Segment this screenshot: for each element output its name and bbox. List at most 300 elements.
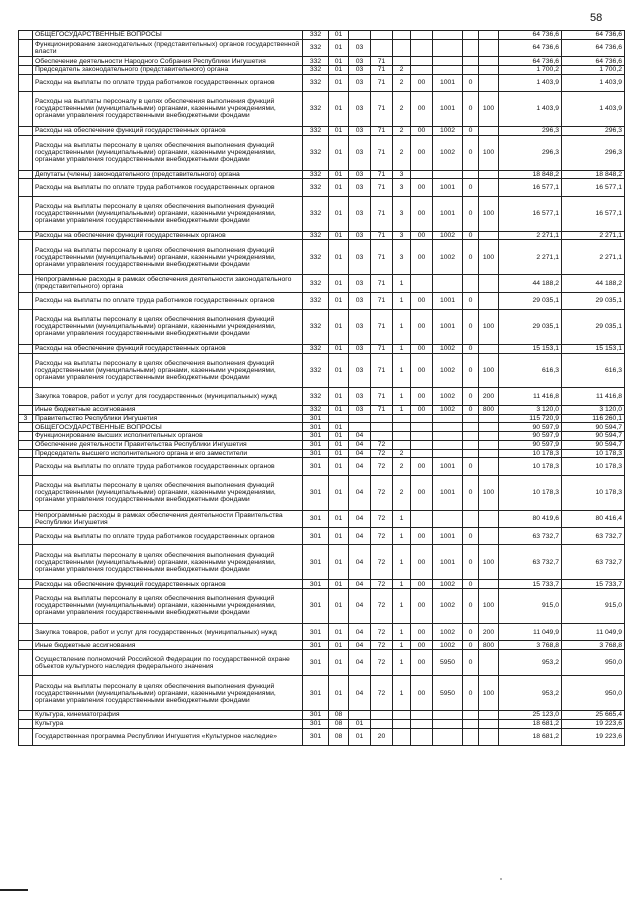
row-csr-2: 1 (393, 388, 411, 405)
row-rz: 01 (329, 39, 349, 56)
row-rz: 01 (329, 589, 349, 624)
row-vr (479, 292, 499, 309)
row-number (19, 449, 33, 458)
row-amount-2: 64 736,6 (562, 57, 625, 66)
row-pr: 03 (349, 57, 371, 66)
row-number (19, 310, 33, 345)
row-rz: 08 (329, 711, 349, 720)
row-csr-3: 00 (411, 545, 433, 580)
table-row (19, 292, 625, 309)
table-row (19, 711, 625, 720)
row-name: Обеспечение деятельности Правительства Республики Ингушетия (33, 440, 303, 449)
row-grbs: 332 (303, 92, 329, 127)
table-row (19, 74, 625, 91)
row-csr-1: 71 (371, 196, 393, 231)
scan-speck (500, 878, 502, 880)
row-amount-1: 29 035,1 (499, 292, 562, 309)
row-pr: 01 (349, 728, 371, 745)
row-csr-4: 5950 (433, 676, 463, 711)
row-vr (479, 57, 499, 66)
row-csr-5: 0 (463, 310, 479, 345)
row-csr-4: 1002 (433, 353, 463, 388)
row-csr-2: 3 (393, 170, 411, 179)
row-grbs: 301 (303, 527, 329, 544)
row-name: Расходы на обеспечение функций государственных органов (33, 126, 303, 135)
row-csr-1 (371, 423, 393, 432)
row-csr-3 (411, 57, 433, 66)
row-pr: 03 (349, 170, 371, 179)
row-csr-3: 00 (411, 196, 433, 231)
row-number (19, 292, 33, 309)
table-row (19, 126, 625, 135)
row-csr-4: 1001 (433, 292, 463, 309)
row-csr-3 (411, 510, 433, 527)
row-csr-4: 1001 (433, 74, 463, 91)
row-vr (479, 440, 499, 449)
row-amount-1: 15 153,1 (499, 344, 562, 353)
row-vr (479, 275, 499, 292)
row-number: 3 (19, 414, 33, 423)
table-row (19, 641, 625, 650)
row-rz: 01 (329, 432, 349, 441)
row-amount-2: 296,3 (562, 126, 625, 135)
row-csr-4: 1001 (433, 92, 463, 127)
row-csr-4: 1001 (433, 196, 463, 231)
table-row (19, 405, 625, 414)
row-csr-4 (433, 57, 463, 66)
row-rz: 01 (329, 135, 349, 170)
row-pr: 03 (349, 74, 371, 91)
row-amount-2: 296,3 (562, 135, 625, 170)
row-rz: 01 (329, 74, 349, 91)
row-csr-1: 71 (371, 310, 393, 345)
row-csr-4 (433, 39, 463, 56)
row-amount-1: 18 681,2 (499, 728, 562, 745)
row-csr-3: 00 (411, 650, 433, 676)
row-amount-2: 1 403,9 (562, 74, 625, 91)
row-number (19, 527, 33, 544)
row-csr-5 (463, 31, 479, 40)
row-csr-5 (463, 65, 479, 74)
row-number (19, 641, 33, 650)
row-number (19, 458, 33, 475)
row-grbs: 332 (303, 179, 329, 196)
row-csr-4 (433, 414, 463, 423)
row-vr (479, 39, 499, 56)
row-csr-1: 72 (371, 449, 393, 458)
row-vr (479, 344, 499, 353)
row-pr: 03 (349, 179, 371, 196)
table-row (19, 423, 625, 432)
row-csr-4: 1002 (433, 231, 463, 240)
row-pr (349, 414, 371, 423)
row-amount-2: 25 665,4 (562, 711, 625, 720)
row-name: Расходы на выплаты персоналу в целях обеспечения выполнения функций государственными (муниципальными) органами, казенными учреждениями, органами управления государственными внебюджетными фондами (33, 196, 303, 231)
row-csr-4: 1001 (433, 458, 463, 475)
row-csr-3: 00 (411, 676, 433, 711)
row-pr: 03 (349, 353, 371, 388)
row-name: Культура (33, 719, 303, 728)
row-number (19, 719, 33, 728)
row-csr-4 (433, 719, 463, 728)
row-csr-5 (463, 440, 479, 449)
row-csr-1: 71 (371, 135, 393, 170)
row-amount-1: 953,2 (499, 676, 562, 711)
row-amount-2: 950,0 (562, 676, 625, 711)
row-name: Непрограммные расходы в рамках обеспечения деятельности Правительства Республики Ингушетия (33, 510, 303, 527)
row-amount-2: 116 260,1 (562, 414, 625, 423)
row-amount-1: 616,3 (499, 353, 562, 388)
row-csr-5: 0 (463, 196, 479, 231)
row-number (19, 231, 33, 240)
row-csr-5 (463, 510, 479, 527)
row-csr-1: 72 (371, 440, 393, 449)
row-csr-4 (433, 440, 463, 449)
row-number (19, 423, 33, 432)
row-grbs: 301 (303, 414, 329, 423)
row-amount-1: 64 736,6 (499, 31, 562, 40)
row-csr-2: 1 (393, 353, 411, 388)
row-grbs: 301 (303, 449, 329, 458)
row-csr-3 (411, 414, 433, 423)
row-amount-2: 616,3 (562, 353, 625, 388)
row-number (19, 475, 33, 510)
row-csr-5 (463, 414, 479, 423)
row-name: Иные бюджетные ассигнования (33, 641, 303, 650)
row-pr: 03 (349, 231, 371, 240)
row-vr: 100 (479, 545, 499, 580)
row-amount-1: 296,3 (499, 135, 562, 170)
row-csr-4: 1001 (433, 475, 463, 510)
row-csr-1: 72 (371, 545, 393, 580)
row-amount-2: 44 188,2 (562, 275, 625, 292)
row-pr: 03 (349, 292, 371, 309)
row-amount-1: 1 403,9 (499, 74, 562, 91)
row-csr-3: 00 (411, 126, 433, 135)
row-csr-2: 3 (393, 179, 411, 196)
table-row (19, 92, 625, 127)
row-name: Правительство Республики Ингушетия (33, 414, 303, 423)
row-csr-3: 00 (411, 641, 433, 650)
row-csr-3: 00 (411, 527, 433, 544)
row-rz: 01 (329, 170, 349, 179)
row-csr-4: 1002 (433, 623, 463, 640)
table-row (19, 240, 625, 275)
table-row (19, 676, 625, 711)
row-csr-5: 0 (463, 405, 479, 414)
row-name: Председатель высшего исполнительного органа и его заместители (33, 449, 303, 458)
row-csr-2: 2 (393, 92, 411, 127)
row-name: Расходы на выплаты персоналу в целях обеспечения выполнения функций государственными (муниципальными) органами, казенными учреждениями, органами управления государственными внебюджетными фондами (33, 353, 303, 388)
row-pr: 03 (349, 39, 371, 56)
row-csr-3 (411, 65, 433, 74)
row-amount-2: 19 223,6 (562, 719, 625, 728)
row-name: Расходы на обеспечение функций государственных органов (33, 580, 303, 589)
row-grbs: 301 (303, 545, 329, 580)
row-rz: 01 (329, 31, 349, 40)
row-name: Функционирование высших исполнительных органов (33, 432, 303, 441)
row-number (19, 65, 33, 74)
row-csr-2: 1 (393, 580, 411, 589)
row-grbs: 332 (303, 74, 329, 91)
row-grbs: 301 (303, 580, 329, 589)
row-rz: 01 (329, 676, 349, 711)
row-number (19, 344, 33, 353)
table-row (19, 475, 625, 510)
row-csr-1: 71 (371, 240, 393, 275)
row-csr-2: 1 (393, 676, 411, 711)
row-csr-2: 2 (393, 74, 411, 91)
row-amount-2: 3 120,0 (562, 405, 625, 414)
row-pr: 04 (349, 527, 371, 544)
row-name: Расходы на выплаты персоналу в целях обеспечения выполнения функций государственными (муниципальными) органами, казенными учреждениями, органами управления государственными внебюджетными фондами (33, 310, 303, 345)
row-grbs: 332 (303, 344, 329, 353)
row-csr-4: 1002 (433, 126, 463, 135)
row-csr-5: 0 (463, 231, 479, 240)
row-name: Расходы на выплаты по оплате труда работников государственных органов (33, 527, 303, 544)
row-name: Расходы на выплаты персоналу в целях обеспечения выполнения функций государственными (муниципальными) органами, казенными учреждениями, органами управления государственными внебюджетными фондами (33, 589, 303, 624)
row-csr-5 (463, 170, 479, 179)
row-number (19, 57, 33, 66)
row-rz: 01 (329, 231, 349, 240)
row-amount-1: 2 271,1 (499, 240, 562, 275)
row-csr-2 (393, 423, 411, 432)
row-name: Расходы на выплаты по оплате труда работников государственных органов (33, 74, 303, 91)
row-rz: 01 (329, 405, 349, 414)
row-csr-4: 1002 (433, 405, 463, 414)
row-grbs: 301 (303, 510, 329, 527)
row-number (19, 510, 33, 527)
row-name: Государственная программа Республики Ингушетия «Культурное наследие» (33, 728, 303, 745)
row-csr-4 (433, 65, 463, 74)
row-vr (479, 423, 499, 432)
row-csr-5 (463, 432, 479, 441)
row-csr-2 (393, 440, 411, 449)
row-grbs: 332 (303, 405, 329, 414)
row-csr-3 (411, 728, 433, 745)
row-csr-5: 0 (463, 676, 479, 711)
table-row (19, 623, 625, 640)
row-amount-2: 19 223,6 (562, 728, 625, 745)
row-csr-2 (393, 719, 411, 728)
row-vr (479, 458, 499, 475)
row-csr-1: 71 (371, 292, 393, 309)
row-amount-1: 44 188,2 (499, 275, 562, 292)
row-rz: 01 (329, 580, 349, 589)
row-grbs: 332 (303, 388, 329, 405)
row-amount-1: 1 700,2 (499, 65, 562, 74)
row-amount-2: 15 733,7 (562, 580, 625, 589)
row-amount-1: 29 035,1 (499, 310, 562, 345)
row-rz: 01 (329, 353, 349, 388)
row-csr-3 (411, 170, 433, 179)
row-pr: 04 (349, 458, 371, 475)
row-amount-1: 64 736,6 (499, 57, 562, 66)
row-pr: 04 (349, 623, 371, 640)
row-name: Расходы на выплаты персоналу в целях обеспечения выполнения функций государственными (муниципальными) органами, казенными учреждениями, органами управления государственными внебюджетными фондами (33, 92, 303, 127)
row-vr (479, 179, 499, 196)
row-csr-2: 3 (393, 240, 411, 275)
row-amount-1: 296,3 (499, 126, 562, 135)
row-grbs: 332 (303, 310, 329, 345)
row-number (19, 170, 33, 179)
row-amount-2: 90 594,7 (562, 423, 625, 432)
row-vr: 100 (479, 240, 499, 275)
row-amount-1: 953,2 (499, 650, 562, 676)
row-grbs: 301 (303, 641, 329, 650)
row-amount-1: 16 577,1 (499, 179, 562, 196)
row-csr-1 (371, 432, 393, 441)
row-csr-4: 1002 (433, 580, 463, 589)
row-csr-2: 3 (393, 231, 411, 240)
bottom-rule (0, 889, 28, 891)
row-vr: 100 (479, 589, 499, 624)
row-csr-3: 00 (411, 623, 433, 640)
row-rz: 01 (329, 92, 349, 127)
row-name: Расходы на выплаты по оплате труда работников государственных органов (33, 179, 303, 196)
row-csr-1: 72 (371, 458, 393, 475)
row-csr-5: 0 (463, 589, 479, 624)
row-vr: 200 (479, 388, 499, 405)
row-number (19, 196, 33, 231)
row-csr-3: 00 (411, 405, 433, 414)
row-pr: 04 (349, 475, 371, 510)
row-grbs: 332 (303, 126, 329, 135)
row-pr: 04 (349, 545, 371, 580)
row-amount-1: 80 419,6 (499, 510, 562, 527)
row-csr-3: 00 (411, 388, 433, 405)
row-amount-2: 2 271,1 (562, 240, 625, 275)
row-csr-4: 1001 (433, 310, 463, 345)
row-pr: 03 (349, 196, 371, 231)
row-csr-1: 72 (371, 650, 393, 676)
row-rz: 01 (329, 275, 349, 292)
row-name: Расходы на выплаты персоналу в целях обеспечения выполнения функций государственными (муниципальными) органами, казенными учреждениями, органами управления государственными внебюджетными фондами (33, 475, 303, 510)
row-pr: 03 (349, 344, 371, 353)
row-amount-2: 10 178,3 (562, 475, 625, 510)
row-csr-3: 00 (411, 589, 433, 624)
row-vr (479, 170, 499, 179)
row-csr-5 (463, 39, 479, 56)
row-grbs: 301 (303, 440, 329, 449)
row-amount-1: 25 123,0 (499, 711, 562, 720)
row-pr: 04 (349, 589, 371, 624)
row-csr-5 (463, 728, 479, 745)
row-grbs: 301 (303, 728, 329, 745)
row-csr-4: 1002 (433, 589, 463, 624)
row-csr-2: 2 (393, 126, 411, 135)
row-csr-1: 71 (371, 344, 393, 353)
row-csr-2: 3 (393, 196, 411, 231)
row-amount-1: 115 720,9 (499, 414, 562, 423)
row-csr-4: 1001 (433, 527, 463, 544)
row-csr-5 (463, 57, 479, 66)
table-row (19, 388, 625, 405)
row-csr-2: 1 (393, 405, 411, 414)
row-number (19, 440, 33, 449)
row-rz: 01 (329, 388, 349, 405)
table-row (19, 57, 625, 66)
row-amount-1: 90 597,9 (499, 440, 562, 449)
row-csr-1: 72 (371, 641, 393, 650)
row-rz: 01 (329, 623, 349, 640)
row-csr-2: 1 (393, 545, 411, 580)
row-csr-2: 2 (393, 135, 411, 170)
row-csr-3: 00 (411, 135, 433, 170)
row-csr-1: 72 (371, 589, 393, 624)
row-csr-1: 71 (371, 74, 393, 91)
row-grbs: 332 (303, 57, 329, 66)
row-csr-4: 1002 (433, 641, 463, 650)
row-pr: 03 (349, 405, 371, 414)
row-amount-2: 64 736,6 (562, 31, 625, 40)
row-grbs: 332 (303, 39, 329, 56)
row-vr (479, 580, 499, 589)
row-rz: 01 (329, 641, 349, 650)
row-csr-1: 71 (371, 65, 393, 74)
row-csr-2 (393, 432, 411, 441)
row-amount-2: 11 049,9 (562, 623, 625, 640)
row-csr-1: 71 (371, 353, 393, 388)
row-name: Иные бюджетные ассигнования (33, 405, 303, 414)
row-csr-3: 00 (411, 92, 433, 127)
row-name: Расходы на обеспечение функций государственных органов (33, 344, 303, 353)
row-pr: 04 (349, 676, 371, 711)
row-vr (479, 719, 499, 728)
row-csr-3: 00 (411, 353, 433, 388)
row-vr (479, 711, 499, 720)
row-csr-5: 0 (463, 650, 479, 676)
row-number (19, 92, 33, 127)
row-amount-1: 10 178,3 (499, 475, 562, 510)
row-vr: 100 (479, 353, 499, 388)
row-csr-3 (411, 449, 433, 458)
row-amount-1: 64 736,6 (499, 39, 562, 56)
row-csr-2: 2 (393, 458, 411, 475)
row-csr-5: 0 (463, 292, 479, 309)
row-amount-2: 18 848,2 (562, 170, 625, 179)
row-pr (349, 31, 371, 40)
row-amount-1: 90 597,9 (499, 432, 562, 441)
row-amount-1: 2 271,1 (499, 231, 562, 240)
row-csr-3: 00 (411, 240, 433, 275)
budget-table (18, 30, 625, 746)
row-csr-2 (393, 57, 411, 66)
row-csr-4 (433, 275, 463, 292)
table-row (19, 545, 625, 580)
row-csr-5: 0 (463, 580, 479, 589)
row-amount-2: 15 153,1 (562, 344, 625, 353)
row-csr-3 (411, 432, 433, 441)
row-csr-3 (411, 275, 433, 292)
row-pr: 03 (349, 92, 371, 127)
row-rz: 08 (329, 728, 349, 745)
row-grbs: 332 (303, 31, 329, 40)
row-grbs: 332 (303, 231, 329, 240)
row-csr-3: 00 (411, 580, 433, 589)
table-row (19, 31, 625, 40)
row-pr: 03 (349, 240, 371, 275)
row-number (19, 74, 33, 91)
row-csr-1: 72 (371, 676, 393, 711)
row-grbs: 301 (303, 423, 329, 432)
row-name: Расходы на выплаты по оплате труда работников государственных органов (33, 458, 303, 475)
row-csr-1: 72 (371, 580, 393, 589)
row-csr-5: 0 (463, 240, 479, 275)
row-rz: 01 (329, 310, 349, 345)
row-amount-2: 90 594,7 (562, 440, 625, 449)
row-csr-4 (433, 711, 463, 720)
